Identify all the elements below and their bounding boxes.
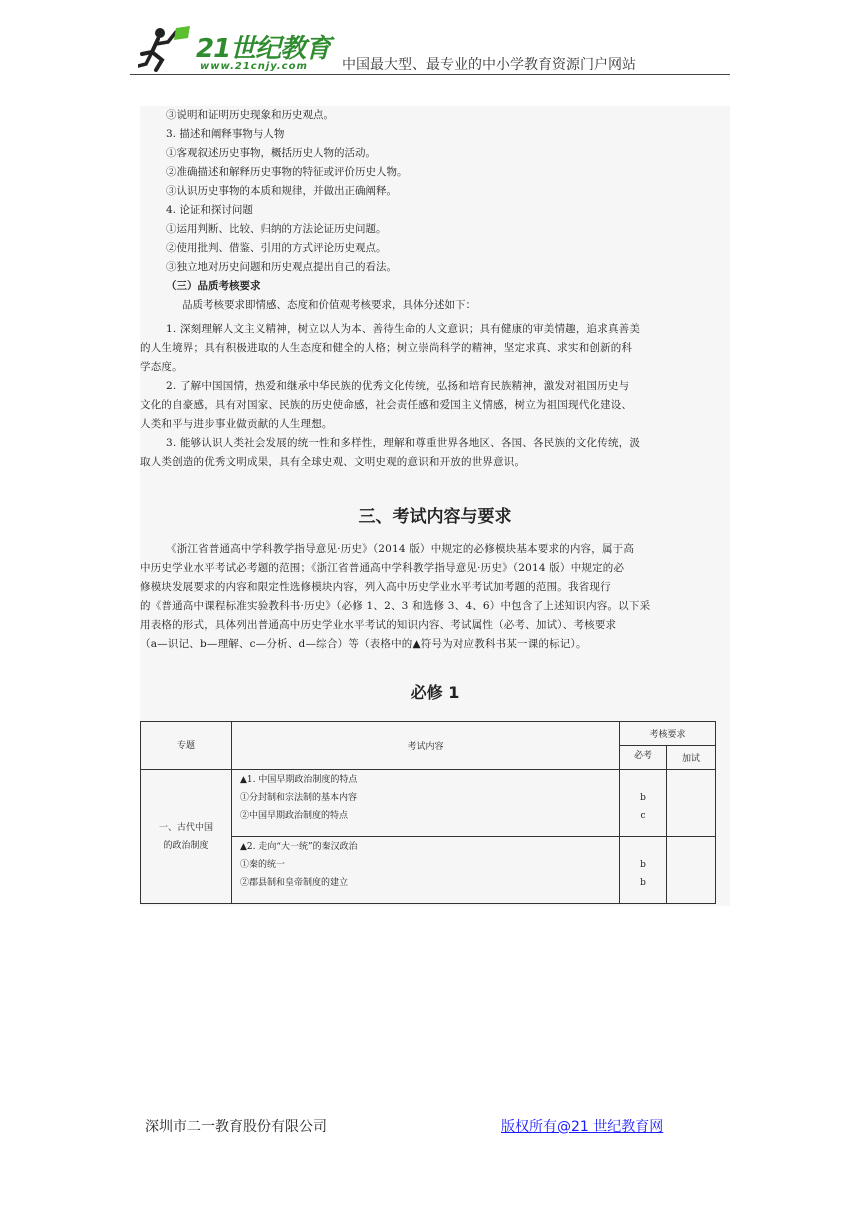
exam-content-table — [140, 721, 716, 904]
table-header-requirement: 考核要求 — [620, 722, 716, 746]
footer-copyright-link[interactable]: 版权所有@21 世纪教育网 — [501, 1119, 664, 1135]
footer-company: 深圳市二一教育股份有限公司 — [145, 1119, 327, 1135]
table-extra-cell — [667, 837, 716, 904]
paragraph-line: 文化的自豪感，具有对国家、民族的历史使命感，社会责任感和爱国主义情感，树立为祖国现代化建设、 — [140, 399, 633, 411]
table-level-cell — [620, 770, 667, 837]
paragraph-line: 3. 能够认识人类社会发展的统一性和多样性，理解和尊重世界各地区、各国、各民族的文化传统，汲 — [166, 437, 641, 449]
table-content-cell — [232, 837, 620, 904]
requirement-line: ②使用批判、借鉴、引用的方式评论历史观点。 — [166, 242, 387, 254]
group-item: ①分封制和宗法制的基本内容 — [240, 793, 358, 803]
runner-logo-icon — [138, 24, 198, 74]
header-slogan: 中国最大型、最专业的中小学教育资源门户网站 — [342, 57, 636, 73]
quality-paragraphs — [140, 320, 730, 472]
topic-line: 的政治制度 — [163, 840, 209, 851]
table-row — [141, 770, 716, 837]
level-value: c — [640, 811, 646, 821]
section-title: 三、考试内容与要求 — [358, 507, 512, 527]
requirement-line: （三）品质考核要求 — [166, 280, 261, 292]
logo-url: www.21cnjy.com — [200, 61, 308, 72]
requirement-list — [140, 106, 730, 315]
level-value: b — [640, 860, 646, 870]
section-paragraph — [140, 540, 730, 654]
quality-paragraph — [140, 377, 730, 434]
requirement-line: 3. 描述和阐释事物与人物 — [166, 128, 285, 140]
paragraph-line: 取人类创造的优秀文明成果，具有全球史观、文明史观的意识和开放的世界意识。 — [140, 456, 526, 468]
group-title: ▲2. 走向“大一统”的秦汉政治 — [240, 842, 358, 852]
table-header-content: 考试内容 — [232, 722, 620, 770]
table-header-topic: 专题 — [141, 722, 232, 770]
paragraph-line: 的人生境界；具有积极进取的人生态度和健全的人格；树立崇尚科学的精神，坚定求真、求实和创新的科 — [140, 342, 633, 354]
group-item: ①秦的统一 — [240, 860, 286, 870]
header-divider — [130, 74, 730, 75]
requirement-line: ③认识历史事物的本质和规律，并做出正确阐释。 — [166, 185, 397, 197]
topic-line: 一、古代中国 — [158, 822, 213, 833]
table-extra-cell — [667, 770, 716, 837]
requirement-line: 4. 论证和探讨问题 — [166, 204, 253, 216]
level-value: b — [640, 793, 646, 803]
requirement-line: ②准确描述和解释历史事物的特征或评价历史人物。 — [166, 166, 408, 178]
paragraph-line: 学态度。 — [140, 361, 183, 373]
site-logo[interactable] — [138, 24, 338, 74]
table-header-required: 必考 — [620, 746, 667, 770]
paragraph-line: 的《普通高中课程标准实验教科书·历史》（必修 1、2、3 和选修 3、4、6）中包含了上述知识内容。以下采 — [140, 600, 651, 612]
paragraph-line: 中历史学业水平考试必考题的范围；《浙江省普通高中学科教学指导意见·历史》（2014 版）中规定的必 — [140, 562, 625, 574]
requirement-line: ③说明和证明历史现象和历史观点。 — [166, 109, 334, 121]
level-value: b — [640, 878, 646, 888]
quality-paragraph — [140, 434, 730, 472]
table-header-extra: 加试 — [667, 746, 716, 770]
paragraph-line: 《浙江省普通高中学科教学指导意见·历史》（2014 版）中规定的必修模块基本要求的内容，属于高 — [166, 543, 635, 555]
paragraph-line: 用表格的形式，具体列出普通高中历史学业水平考试的知识内容、考试属性（必考、加试）、考核要求 — [140, 619, 617, 631]
paragraph-line: 2. 了解中国国情，热爱和继承中华民族的优秀文化传统，弘扬和培育民族精神，激发对祖国历史与 — [166, 380, 630, 392]
group-title: ▲1. 中国早期政治制度的特点 — [240, 775, 358, 785]
table-content-cell — [232, 770, 620, 837]
module-title: 必修 1 — [410, 683, 460, 702]
paragraph-line: 1. 深刻理解人文主义精神，树立以人为本、善待生命的人文意识；具有健康的审美情趣，追求真善美 — [166, 323, 641, 335]
requirement-line: ①运用判断、比较、归纳的方法论证历史问题。 — [166, 223, 387, 235]
paragraph-line: 修模块发展要求的内容和限定性选修模块内容，列入高中历史学业水平考试加考题的范围。我省现行 — [140, 581, 611, 593]
group-item: ②郡县制和皇帝制度的建立 — [240, 878, 349, 888]
page-header — [130, 22, 730, 76]
quality-paragraph — [140, 320, 730, 377]
scanned-page — [140, 106, 730, 906]
group-item: ②中国早期政治制度的特点 — [240, 811, 349, 821]
requirement-line: ①客观叙述历史事物，概括历史人物的活动。 — [166, 147, 376, 159]
paragraph-line: （a—识记、b—理解、c—分析、d—综合）等（表格中的▲符号为对应教科书某一课的标记）。 — [140, 638, 587, 650]
table-level-cell — [620, 837, 667, 904]
logo-text: 21世纪教育 — [196, 34, 331, 64]
paragraph-line: 人类和平与进步事业做贡献的人生理想。 — [140, 418, 333, 430]
requirement-line: ③独立地对历史问题和历史观点提出自己的看法。 — [166, 261, 397, 273]
requirement-line: 品质考核要求即情感、态度和价值观考核要求，具体分述如下： — [182, 299, 476, 311]
table-topic-cell — [141, 770, 232, 904]
